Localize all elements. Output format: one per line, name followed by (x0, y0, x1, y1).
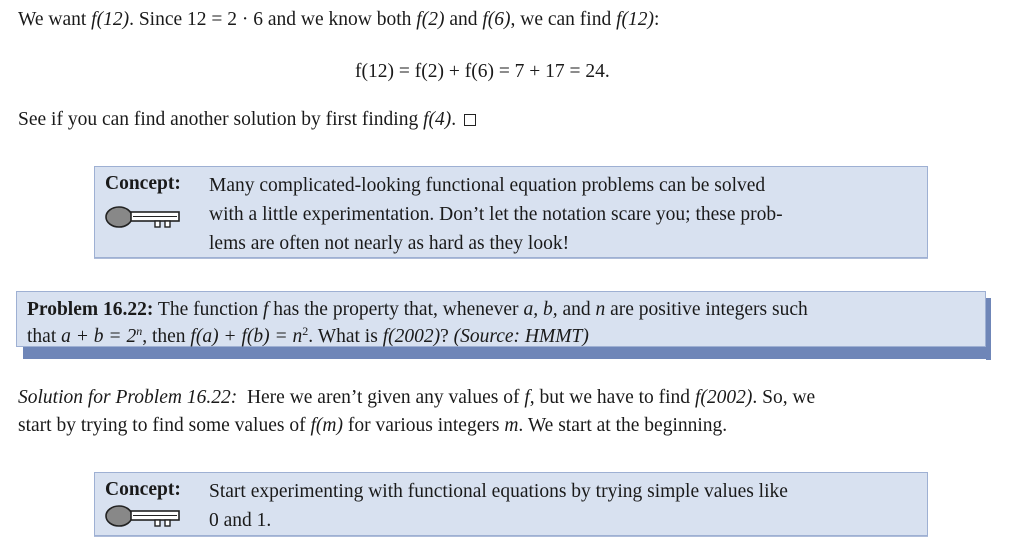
solution-paragraph: Solution for Problem 16.22: Here we aren’t given any values of f, but we have to find f(2002). So, we (18, 387, 816, 408)
display-equation: f(12) = f(2) + f(6) = 7 + 17 = 24. (355, 61, 610, 82)
solution-label: Solution for Problem 16.22: (18, 387, 238, 408)
solution-paragraph-line2: start by trying to find some values of f(m) for various integers m. We start at the beginning. (18, 415, 728, 436)
paragraph-intro: We want f(12). Since 12 = 2 · 6 and we know both f(2) and f(6), we can find f(12): (18, 9, 660, 30)
key-icon (103, 205, 183, 229)
qed-square-icon (464, 114, 476, 126)
concept-box (94, 166, 928, 258)
paragraph-hint: See if you can find another solution by first finding f(4). (18, 108, 476, 132)
concept-text: Start experimenting with functional equations by trying simple values like 0 and 1. (209, 481, 788, 531)
key-icon (103, 504, 183, 528)
concept-box (94, 472, 928, 536)
problem-box (16, 291, 986, 347)
problem-source: (Source: HMMT) (453, 326, 589, 347)
problem-text: Problem 16.22: The function f has the property that, whenever a, b, and n are positive integers such that $a + b = 2^n$, then $f(a) + f(b) = n^2$. What is f(2002)? (Source: HMMT) (27, 299, 808, 347)
concept-text: Many complicated-looking functional equation problems can be solved with a little experimentation. Don’t let the notation scare you; these prob- lems are often not nearly as hard as they look! (209, 175, 783, 254)
concept-label: Concept: (105, 173, 181, 194)
concept-label: Concept: (105, 479, 181, 500)
problem-label: Problem 16.22: (27, 299, 154, 320)
